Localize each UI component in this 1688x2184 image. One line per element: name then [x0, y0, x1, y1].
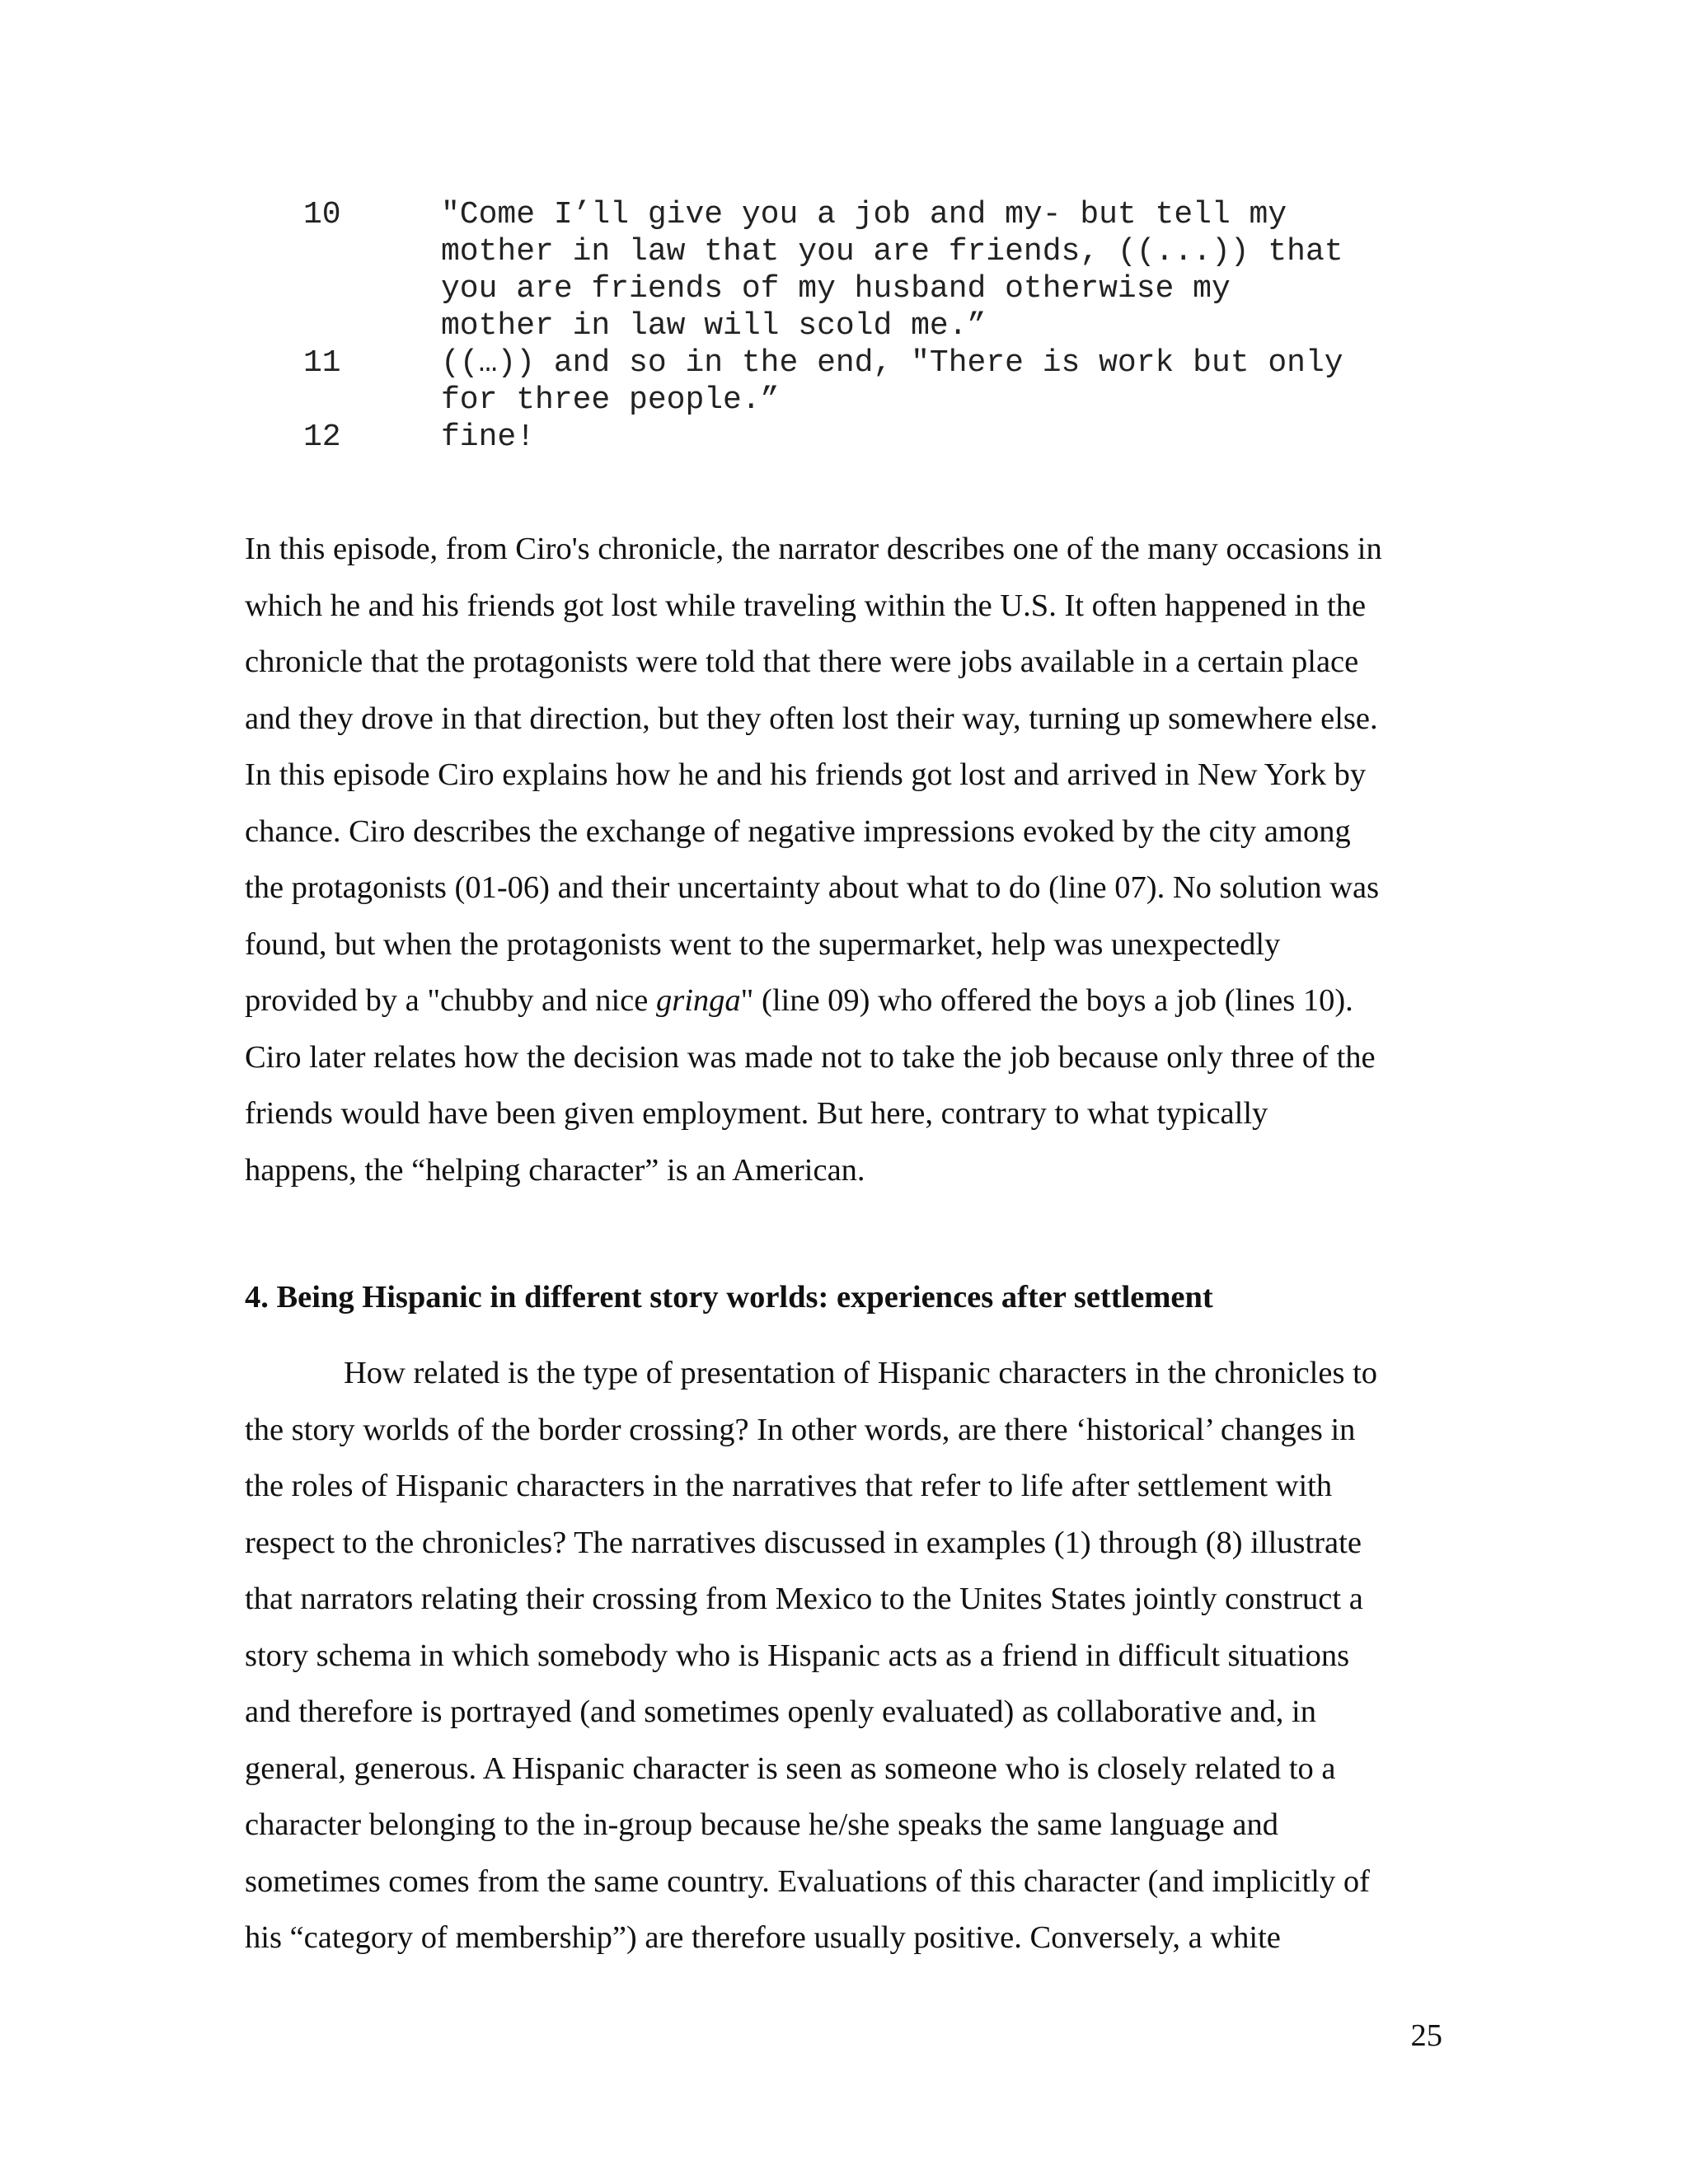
- page-number: 25: [1410, 2018, 1442, 2053]
- paragraph-line: general, generous. A Hispanic character is seen as someone who is closely related to a: [245, 1750, 1336, 1786]
- paragraph-line: Ciro later relates how the decision was made not to take the job because only three of the: [245, 1039, 1376, 1075]
- paragraph-line: sometimes comes from the same country. Evaluations of this character (and implicitly of: [245, 1863, 1370, 1899]
- paragraph-line: friends would have been given employment. But here, contrary to what typically: [245, 1096, 1268, 1131]
- transcript-excerpt: [303, 196, 1457, 456]
- line-number: 12: [303, 419, 341, 455]
- paragraph-line: found, but when the protagonists went to the supermarket, help was unexpectedly: [245, 926, 1281, 962]
- line-number: 10: [303, 197, 341, 232]
- paragraph-line: chronicle that the protagonists were told that there were jobs available in a certain place: [245, 644, 1359, 679]
- paragraph-line: How related is the type of presentation of Hispanic characters in the chronicles to: [344, 1356, 1378, 1390]
- paragraph-line: happens, the “helping character” is an American.: [245, 1152, 865, 1188]
- paragraph-line: the protagonists (01-06) and their uncertainty about what to do (line 07). No solution was: [245, 870, 1380, 905]
- paragraph-line: and therefore is portrayed (and sometimes openly evaluated) as collaborative and, in: [245, 1694, 1316, 1729]
- transcript-text: ((…)) and so in the end, "There is work but only for three people.”: [441, 345, 1343, 418]
- transcript-line: [303, 344, 1457, 419]
- transcript-line: [303, 419, 1457, 456]
- paragraph-line: his “category of membership”) are therefore usually positive. Conversely, a white: [245, 1920, 1281, 1955]
- paragraph-line: that narrators relating their crossing from Mexico to the Unites States jointly construct a: [245, 1582, 1363, 1616]
- paragraph-line: the story worlds of the border crossing? In other words, are there ‘historical’ changes in: [245, 1412, 1356, 1447]
- line-number: 11: [303, 345, 341, 381]
- section-heading: 4. Being Hispanic in different story worlds: experiences after settlement: [245, 1280, 1213, 1315]
- paragraph-hispanic-characters: [245, 1345, 1440, 1966]
- paragraph-line: the roles of Hispanic characters in the narratives that refer to life after settlement with: [245, 1469, 1333, 1503]
- paragraph-line: story schema in which somebody who is Hispanic acts as a friend in difficult situations: [245, 1638, 1350, 1673]
- italic-term: gringa: [655, 983, 741, 1018]
- paragraph-line: chance. Ciro describes the exchange of negative impressions evoked by the city among: [245, 813, 1351, 849]
- transcript-text: fine!: [441, 419, 536, 455]
- paragraph-line: provided by a "chubby and nice gringa" (line 09) who offered the boys a job (lines 10).: [245, 983, 1353, 1018]
- transcript-text: "Come I’ll give you a job and my- but tell my mother in law that you are friends, ((...)) that you are friends of my husband otherwise my mother in law will scold me.”: [441, 197, 1343, 344]
- paragraph-line: In this episode, from Ciro's chronicle, the narrator describes one of the many occasions in: [245, 532, 1382, 566]
- paragraph-line: respect to the chronicles? The narratives discussed in examples (1) through (8) illustrate: [245, 1525, 1362, 1560]
- paragraph-line: which he and his friends got lost while traveling within the U.S. It often happened in the: [245, 588, 1367, 623]
- paragraph-episode-analysis: [245, 521, 1440, 1198]
- paragraph-line: In this episode Ciro explains how he and his friends got lost and arrived in New York by: [245, 757, 1367, 792]
- transcript-line: [303, 196, 1457, 344]
- paragraph-line: and they drove in that direction, but they often lost their way, turning up somewhere else.: [245, 701, 1378, 736]
- paragraph-line: character belonging to the in-group because he/she speaks the same language and: [245, 1807, 1278, 1842]
